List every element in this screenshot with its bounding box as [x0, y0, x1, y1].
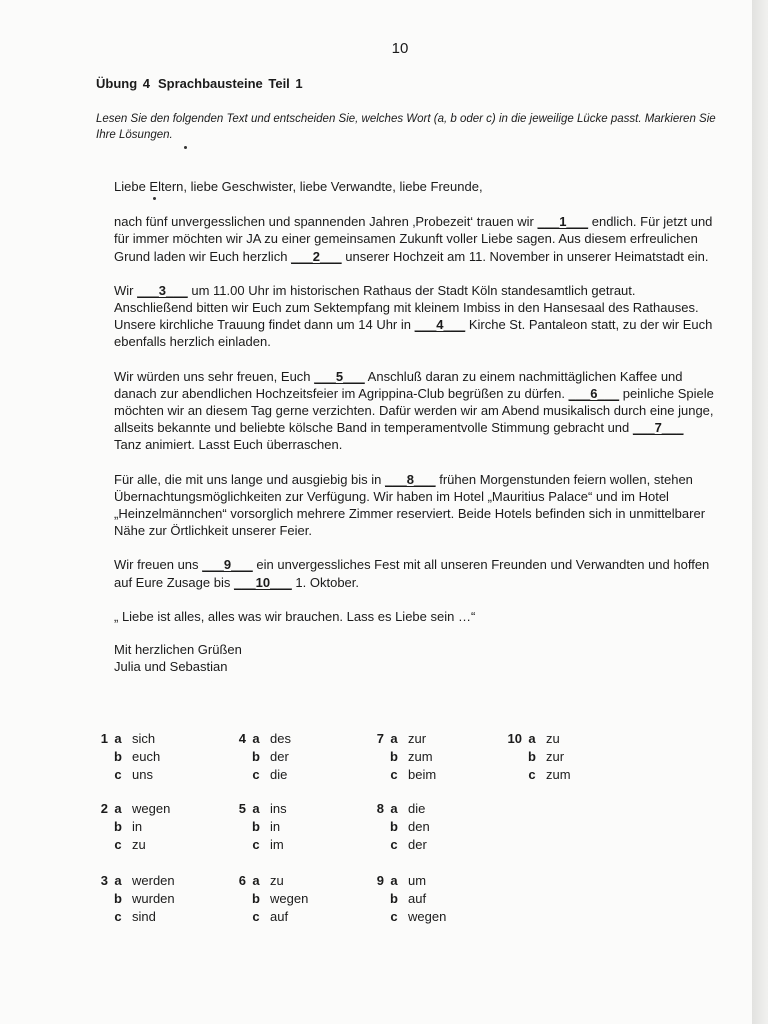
text-segment: nach fünf unvergesslichen und spannenden Jahren ‚Probezeit‘ trauen wir	[114, 214, 538, 230]
question-number: 5	[238, 801, 246, 816]
option-letter: a	[528, 731, 536, 746]
option-b: in	[270, 819, 281, 834]
option-a: sich	[132, 731, 156, 746]
option-letter: c	[252, 909, 260, 924]
option-letter: c	[528, 767, 536, 782]
page-edge	[752, 0, 768, 1024]
scan-speck	[153, 197, 156, 200]
option-letter: b	[390, 891, 398, 906]
quote: „ Liebe ist alles, alles was wir brauchen. Lass es Liebe sein …“	[114, 608, 476, 624]
exercise-number: Übung 4	[96, 76, 150, 91]
option-c: zu	[132, 837, 146, 852]
question-number: 9	[376, 873, 384, 888]
question-number: 1	[100, 731, 108, 746]
option-letter: a	[390, 731, 398, 746]
option-c: uns	[132, 767, 153, 782]
closing: Mit herzlichen Grüßen	[114, 642, 242, 658]
option-letter: c	[114, 909, 122, 924]
gap-9: ___9___	[202, 557, 253, 573]
gap-8: ___8___	[385, 471, 436, 487]
text-segment: Für alle, die mit uns lange und ausgiebig bis in	[114, 471, 385, 487]
option-letter: a	[252, 731, 260, 746]
option-letter: a	[114, 873, 122, 888]
question-number: 10	[507, 731, 522, 746]
paragraph-4	[114, 471, 714, 540]
option-group-3	[86, 872, 196, 926]
option-letter: c	[114, 837, 122, 852]
option-letter: c	[390, 767, 398, 782]
option-letter: b	[114, 749, 122, 764]
option-letter: c	[114, 767, 122, 782]
scan-speck	[184, 146, 187, 149]
text-segment: Wir	[114, 282, 138, 298]
option-group-7	[362, 730, 472, 784]
option-a: wegen	[132, 801, 171, 816]
question-number: 3	[100, 873, 108, 888]
text-segment: Tanz animiert. Lasst Euch überraschen.	[114, 437, 343, 453]
text-segment: um 11.00 Uhr im historischen Rathaus der Stadt Köln standesamtlich getraut. Anschließend bitten wir Euch zum Sektempfang mit kleinem Imbiss in den Hansesaal des Rathauses. Unsere kirchliche Trauung findet dann um 14 Uhr in	[114, 282, 699, 333]
text-segment: Wir würden uns sehr freuen, Euch	[114, 368, 315, 384]
option-letter: c	[252, 767, 260, 782]
exercise-title	[96, 76, 303, 91]
option-a: zu	[270, 873, 284, 888]
option-letter: a	[390, 801, 398, 816]
option-group-5	[224, 800, 334, 854]
paragraph-3	[114, 368, 714, 454]
option-letter: b	[252, 891, 260, 906]
option-b: wegen	[270, 891, 309, 906]
question-number: 6	[238, 873, 246, 888]
option-letter: a	[114, 801, 122, 816]
text-segment: peinliche Spiele möchten wir an diesem Tag gerne verzichten. Dafür werden wir am Abend musikalisch durch eine junge, allseits bekannte und beliebte kölsche Band in temperamentvolle Stimmung gebracht und	[114, 385, 714, 436]
option-b: den	[408, 819, 430, 834]
paragraph-2	[114, 282, 714, 351]
option-letter: c	[252, 837, 260, 852]
paragraph-1	[114, 213, 714, 265]
gap-2: ___2___	[291, 248, 342, 264]
text-segment: frühen Morgenstunden feiern wollen, stehen Übernachtungsmöglichkeiten zur Verfügung. Wir haben im Hotel „Mauritius Palace“ und im Hotel „Heinzelmännchen“ vorsorglich mehrere Zimmer reserviert. Beide Hotels befinden sich in unmittelbarer Nähe zur Örtlichkeit unserer Feier.	[114, 471, 706, 539]
option-b: zum	[408, 749, 433, 764]
option-c: im	[270, 837, 284, 852]
option-a: werden	[132, 873, 175, 888]
option-b: in	[132, 819, 143, 834]
option-letter: a	[114, 731, 122, 746]
gap-3: ___3___	[137, 282, 188, 298]
option-group-8	[362, 800, 472, 854]
option-letter: a	[390, 873, 398, 888]
question-number: 4	[238, 731, 246, 746]
option-c: zum	[546, 767, 571, 782]
option-group-4	[224, 730, 334, 784]
greeting: Liebe Eltern, liebe Geschwister, liebe Verwandte, liebe Freunde,	[114, 179, 483, 194]
question-number: 7	[376, 731, 384, 746]
option-b: wurden	[132, 891, 175, 906]
option-group-6	[224, 872, 334, 926]
option-letter: b	[252, 819, 260, 834]
gap-5: ___5___	[314, 368, 365, 384]
text-segment: 1. Oktober.	[291, 574, 360, 590]
option-a: zu	[546, 731, 560, 746]
letter-text	[114, 178, 714, 675]
option-letter: b	[528, 749, 536, 764]
option-group-10	[500, 730, 610, 784]
option-a: die	[408, 801, 426, 816]
option-letter: b	[390, 819, 398, 834]
question-number: 8	[376, 801, 384, 816]
gap-10: ___10___	[233, 574, 292, 590]
page-number: 10	[391, 40, 409, 57]
option-a: um	[408, 873, 427, 888]
option-c: beim	[408, 767, 437, 782]
text-segment: Kirche St. Pantaleon statt, zu der wir Euch ebenfalls herzlich einladen.	[114, 317, 713, 350]
option-letter: b	[114, 819, 122, 834]
text-segment: endlich. Für jetzt und für immer möchten wir JA zu einer gemeinsamen Zukunft voller Liebe sagen. Aus diesem erfreulichen Grund laden wir Euch herzlich	[114, 214, 713, 264]
text-segment: Wir freuen uns	[114, 557, 203, 573]
option-letter: b	[252, 749, 260, 764]
option-c: die	[270, 767, 288, 782]
option-c: auf	[270, 909, 289, 924]
option-b: zur	[546, 749, 565, 764]
answer-options	[86, 730, 686, 940]
option-c: der	[408, 837, 427, 852]
signature-block	[114, 641, 714, 675]
text-segment: Anschluß daran zu einem nachmittäglichen Kaffee und danach zur abendlichen Hochzeitsfeier im Agrippina-Club begrüßen zu dürfen.	[114, 368, 683, 401]
gap-1: ___1___	[537, 214, 589, 230]
gap-6: ___6___	[568, 385, 620, 401]
option-c: sind	[132, 909, 156, 924]
option-group-2	[86, 800, 196, 854]
option-letter: c	[390, 837, 398, 852]
option-letter: c	[390, 909, 398, 924]
option-letter: a	[252, 873, 260, 888]
option-a: des	[270, 731, 291, 746]
question-number: 2	[100, 801, 108, 816]
option-letter: a	[252, 801, 260, 816]
paragraph-5	[114, 556, 714, 590]
option-a: zur	[408, 731, 427, 746]
gap-7: ___7___	[632, 420, 684, 436]
option-b: der	[270, 749, 289, 764]
instructions: Lesen Sie den folgenden Text und entscheiden Sie, welches Wort (a, b oder c) in die jeweilige Lücke passt. Markieren Sie Ihre Lösungen.	[96, 113, 716, 141]
option-group-9	[362, 872, 472, 926]
option-b: auf	[408, 891, 427, 906]
option-b: euch	[132, 749, 161, 764]
signature: Julia und Sebastian	[114, 659, 228, 675]
text-segment: unserer Hochzeit am 11. November in unserer Heimatstadt ein.	[341, 248, 709, 264]
exercise-subtitle: Sprachbausteine Teil 1	[158, 76, 303, 91]
option-a: ins	[270, 801, 287, 816]
option-letter: b	[390, 749, 398, 764]
gap-4: ___4___	[414, 317, 466, 333]
option-c: wegen	[408, 909, 447, 924]
option-letter: b	[114, 891, 122, 906]
option-group-1	[86, 730, 196, 784]
text-segment: ein unvergessliches Fest mit all unseren Freunden und Verwandten und hoffen auf Eure Zusage bis	[114, 557, 710, 590]
